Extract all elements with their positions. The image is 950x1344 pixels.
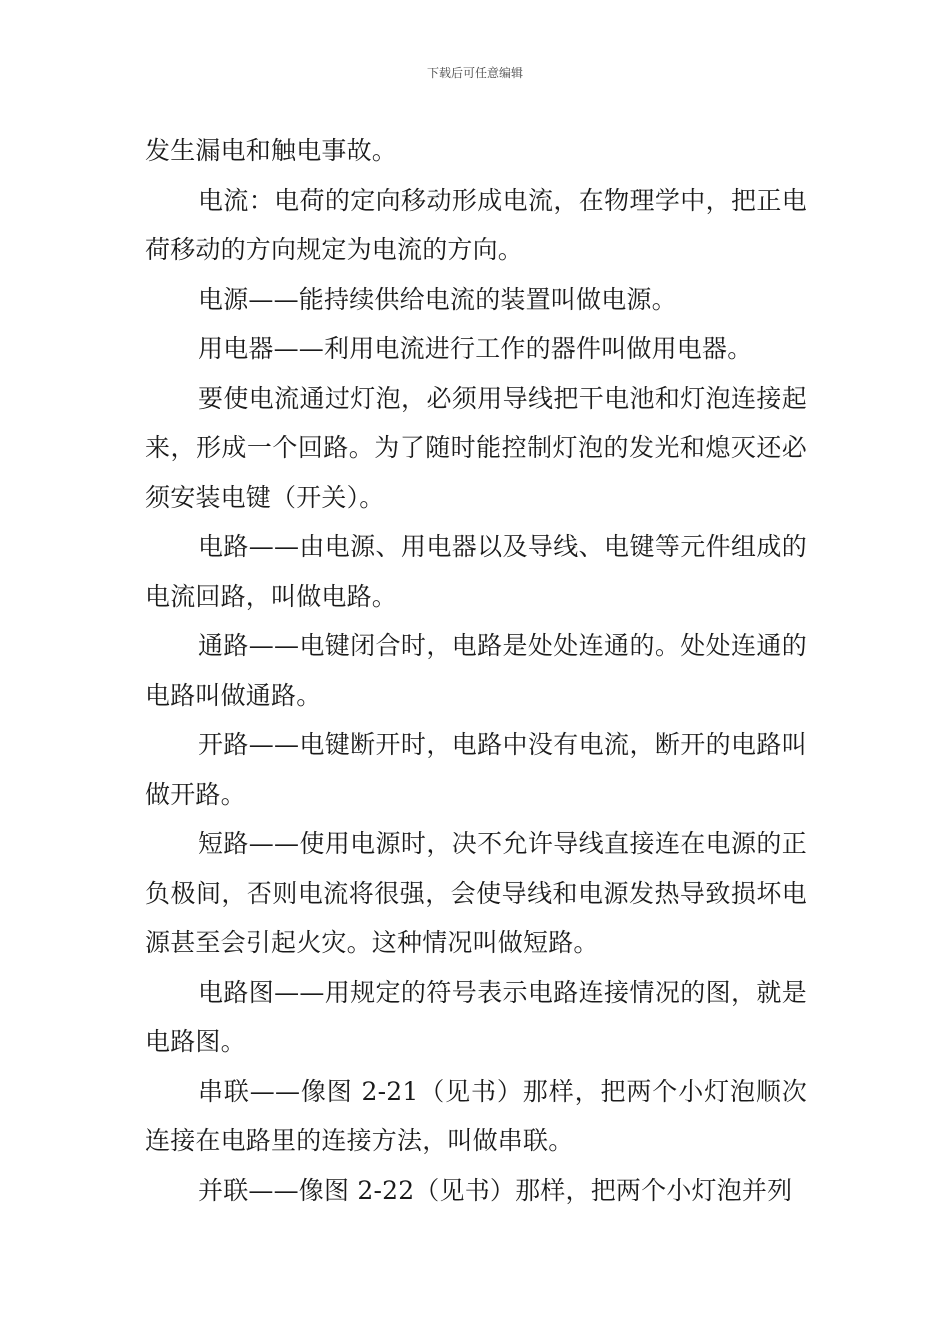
- paragraph-current: 电流：电荷的定向移动形成电流，在物理学中，把正电荷移动的方向规定为电流的方向。: [145, 185, 807, 264]
- paragraph-bulb-circuit: 要使电流通过灯泡，必须用导线把干电池和灯泡连接起来，形成一个回路。为了随时能控制灯泡的发光和熄灭还必须安装电键（开关）。: [145, 383, 807, 512]
- page-header: 下载后可任意编辑: [426, 66, 523, 80]
- paragraph-short-circuit: 短路——使用电源时，决不允许导线直接连在电源的正负极间，否则电流将很强，会使导线和电源发热导致损坏电源甚至会引起火灾。这种情况叫做短路。: [145, 829, 807, 957]
- document-body: [145, 126, 807, 1215]
- paragraph-open-circuit: 开路——电键断开时，电路中没有电流，断开的电路叫做开路。: [145, 730, 807, 809]
- paragraph-appliance: 用电器——利用电流进行工作的器件叫做用电器。: [198, 334, 753, 363]
- paragraph-parallel: 并联——像图 2-22（见书）那样，把两个小灯泡并列: [198, 1175, 793, 1205]
- paragraph-series: 串联——像图 2-21（见书）那样，把两个小灯泡顺次连接在电路里的连接方法，叫做串联。: [145, 1076, 807, 1155]
- paragraph-circuit-diagram: 电路图——用规定的符号表示电路连接情况的图，就是电路图。: [145, 977, 807, 1056]
- paragraph-closed-circuit: 通路——电键闭合时，电路是处处连通的。处处连通的电路叫做通路。: [145, 631, 807, 710]
- paragraph-circuit: 电路——由电源、用电器以及导线、电键等元件组成的电流回路，叫做电路。: [145, 532, 807, 611]
- paragraph-power-source: 电源——能持续供给电流的装置叫做电源。: [198, 284, 677, 314]
- paragraph-leak-continuation: 发生漏电和触电事故。: [145, 136, 398, 165]
